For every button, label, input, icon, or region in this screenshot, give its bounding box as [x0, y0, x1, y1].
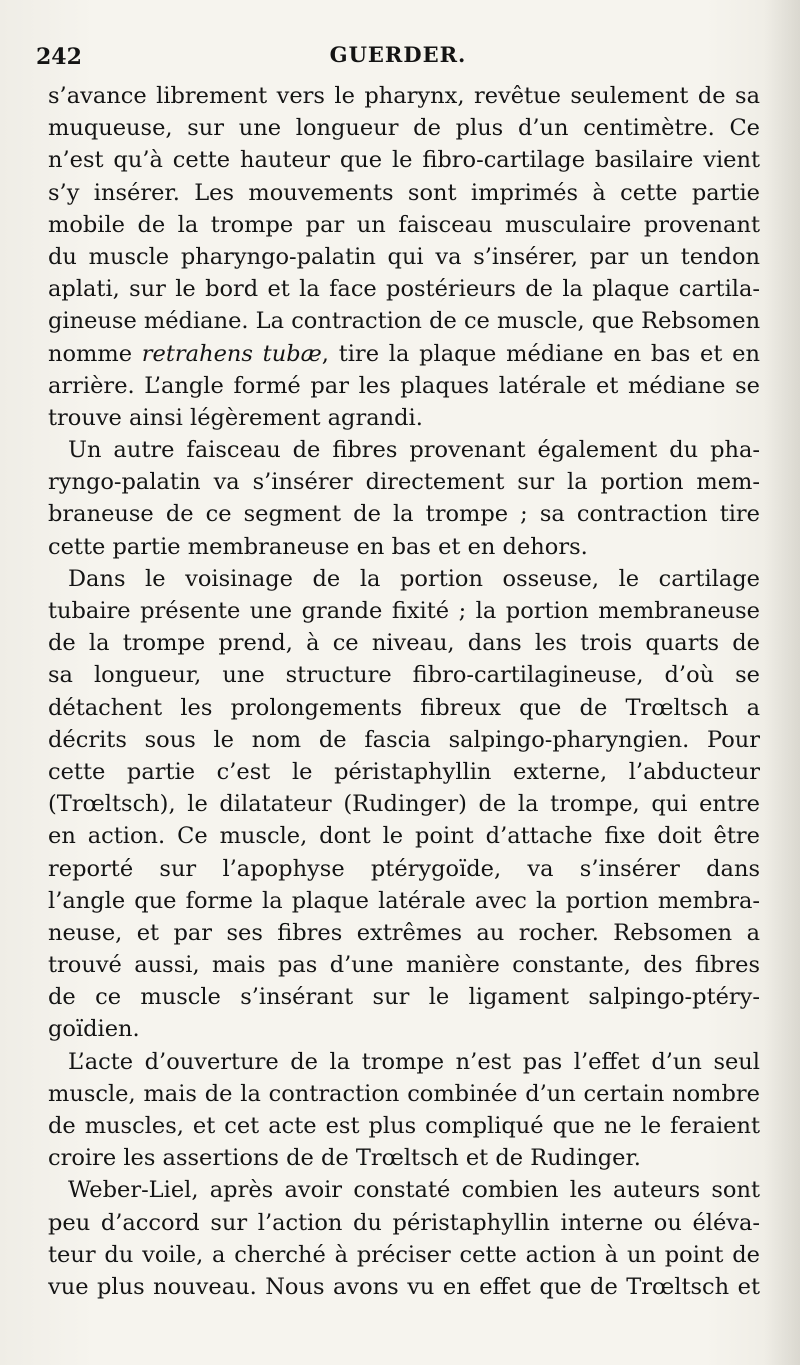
text-line: vue plus nouveau. Nous avons vu en effet que de Trœltsch et [48, 1273, 760, 1300]
text-line: muqueuse, sur une longueur de plus d’un centimètre. Ce [48, 115, 760, 142]
text-line: gineuse médiane. La contraction de ce muscle, que Rebsomen [48, 308, 760, 335]
text-line: de ce muscle s’insérant sur le ligament salpingo-ptéry- [48, 984, 760, 1011]
running-title: GUERDER. [329, 42, 467, 67]
text-line: aplati, sur le bord et la face postérieurs de la plaque cartila- [48, 276, 760, 303]
text-line: ryngo-palatin va s’insérer directement sur la portion mem- [48, 469, 760, 496]
text-line: décrits sous le nom de fascia salpingo-pharyngien. Pour [48, 726, 760, 753]
text-line: peu d’accord sur l’action du péristaphyllin interne ou éléva- [48, 1209, 760, 1236]
text-line: de la trompe prend, à ce niveau, dans les trois quarts de [48, 630, 760, 657]
text-line: Un autre faisceau de fibres provenant également du pha- [68, 437, 760, 464]
text-line: s’avance librement vers le pharynx, revêtue seulement de sa [48, 83, 760, 109]
text-line: reporté sur l’apophyse ptérygoïde, va s’insérer dans [48, 855, 760, 882]
text-line: s’y insérer. Les mouvements sont imprimés à cette partie [48, 179, 760, 206]
text-line: tubaire présente une grande fixité ; la portion membraneuse [48, 598, 760, 624]
text-line: neuse, et par ses fibres extrêmes au rocher. Rebsomen a [48, 919, 760, 946]
text-line: croire les assertions de de Trœltsch et de Rudinger. [48, 1145, 641, 1172]
running-head [36, 36, 760, 76]
text-line: en action. Ce muscle, dont le point d’attache fixe doit être [48, 823, 760, 850]
page-edge-shadow [764, 0, 800, 1365]
text-line-with-italic: nomme retrahens tubæ, tire la plaque médiane en bas et en [48, 340, 760, 367]
text-line: cette partie membraneuse en bas et en dehors. [48, 533, 588, 560]
text-line: cette partie c’est le péristaphyllin externe, l’abducteur [48, 758, 760, 785]
text-line: n’est qu’à cette hauteur que le fibro-cartilage basilaire vient [48, 147, 760, 174]
text-line: braneuse de ce segment de la trompe ; sa contraction tire [48, 501, 760, 528]
text-line: Dans le voisinage de la portion osseuse, le cartilage [68, 565, 760, 592]
text-line: trouvé aussi, mais pas d’une manière constante, des fibres [48, 952, 760, 979]
text-line: de muscles, et cet acte est plus compliqué que ne le feraient [48, 1113, 760, 1139]
text-line: trouve ainsi légèrement agrandi. [48, 404, 423, 431]
text-line: du muscle pharyngo-palatin qui va s’insérer, par un tendon [48, 243, 760, 270]
text-line: mobile de la trompe par un faisceau musculaire provenant [48, 211, 760, 238]
body-text [48, 80, 760, 1303]
text-line: teur du voile, a cherché à préciser cette action à un point de [48, 1241, 760, 1268]
text-line: Weber-Liel, après avoir constaté combien les auteurs sont [68, 1177, 760, 1204]
text-line: L’acte d’ouverture de la trompe n’est pas l’effet d’un seul [68, 1048, 760, 1075]
text-line: muscle, mais de la contraction combinée d’un certain nombre [48, 1080, 760, 1107]
text-line: arrière. L’angle formé par les plaques latérale et médiane se [48, 372, 760, 399]
page-number: 242 [36, 44, 82, 70]
italic-term: retrahens tubæ [141, 340, 322, 367]
text-line: l’angle que forme la plaque latérale avec la portion membra- [48, 887, 760, 914]
text-line: sa longueur, une structure fibro-cartilagineuse, d’où se [48, 662, 760, 689]
text-line: goïdien. [48, 1016, 140, 1043]
text-line: détachent les prolongements fibreux que de Trœltsch a [48, 694, 760, 721]
text-line: (Trœltsch), le dilatateur (Rudinger) de la trompe, qui entre [48, 791, 760, 818]
